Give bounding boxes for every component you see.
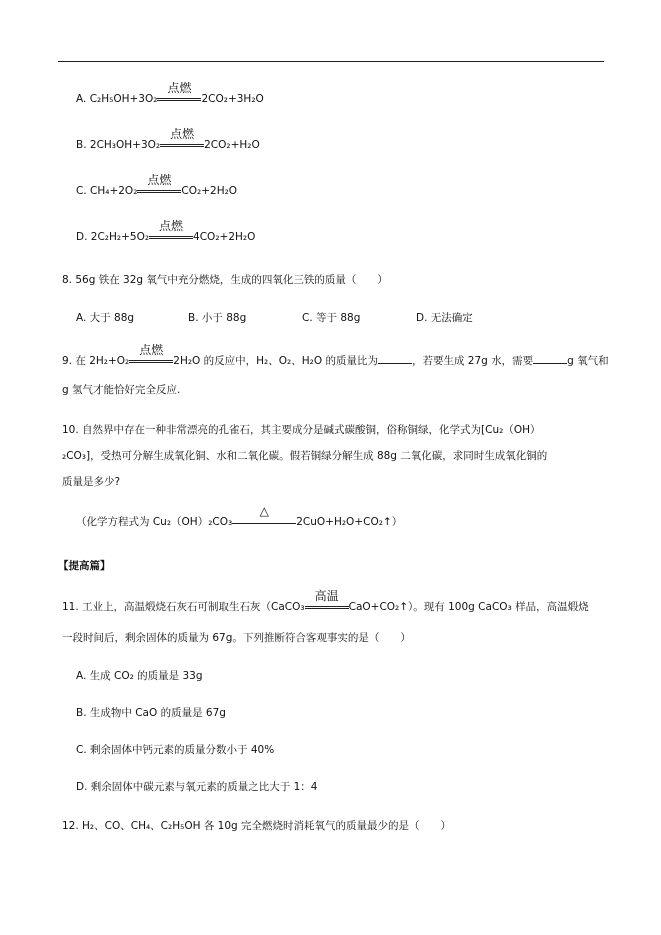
condition-text: △ (259, 504, 269, 518)
q10-line1: 10. 自然界中存在一种非常漂亮的孔雀石，其主要成分是碱式碳酸铜，俗称铜绿，化学式为[Cu₂（OH） (62, 424, 541, 436)
reaction-condition (160, 127, 204, 153)
q11-line2: 一段时间后，剩余固体的质量为 67g。下列推断符合客观事实的是（ ） (62, 632, 411, 644)
q10-line3: 质量是多少? (62, 476, 121, 488)
q11-text: CaO+CO₂↑）。现有 100g CaCO₃ 样品，高温煅烧 (348, 601, 589, 613)
condition-text: 点燃 (139, 343, 164, 357)
equation-right: 2CO₂+3H₂O (201, 93, 264, 105)
q12-question: 12. H₂、CO、CH₄、C₂H₅OH 各 10g 完全燃烧时消耗氧气的质量最少的是（ ） (62, 820, 452, 832)
equation-left: 2CH₃OH+3O₂ (89, 139, 161, 151)
reaction-condition (157, 81, 201, 107)
equation-left: C₂H₅OH+3O₂ (89, 93, 158, 105)
q11-line1 (62, 589, 589, 615)
equation-right: 2CuO+H₂O+CO₂↑） (296, 516, 403, 528)
q10-line2: ₂CO₃]，受热可分解生成氧化铜、水和二氧化碳。假若铜绿分解生成 88g 二氧化碳，求同时生成氧化铜的 (62, 450, 548, 462)
reaction-condition (305, 589, 349, 615)
q7-option-b (76, 127, 260, 153)
reaction-condition (129, 343, 173, 369)
q9-line2: g 氢气才能恰好完全反应. (62, 384, 181, 396)
condition-text: 点燃 (147, 173, 172, 187)
equation-right: CO₂+2H₂O (181, 185, 238, 197)
condition-text: 点燃 (167, 81, 192, 95)
q11-option-d: D. 剩余固体中碳元素与氧元素的质量之比大于 1：4 (76, 781, 318, 793)
q11-option-c: C. 剩余固体中钙元素的质量分数小于 40% (76, 744, 275, 756)
reaction-condition (137, 173, 181, 199)
q7-option-c (76, 173, 238, 199)
condition-text: 点燃 (170, 127, 195, 141)
q9-text: 9. 在 2H₂+O₂ (62, 355, 130, 367)
q9-text: 2H₂O 的反应中，H₂、O₂、H₂O 的质量比为 (173, 355, 378, 367)
q8-option-a: A. 大于 88g (76, 312, 135, 324)
equation-left: 2C₂H₂+5O₂ (90, 231, 150, 243)
option-label: D. (76, 231, 91, 243)
equation-left: CH₄+2O₂ (90, 185, 138, 197)
reaction-condition (232, 504, 296, 530)
answer-blank[interactable] (378, 351, 412, 364)
equation-right: 4CO₂+2H₂O (193, 231, 256, 243)
option-label: C. (76, 185, 91, 197)
q10-equation (76, 504, 403, 530)
option-label: B. (76, 139, 90, 151)
q9-text: g 氧气和 (567, 355, 609, 367)
reaction-condition (149, 219, 193, 245)
q8-option-b: B. 小于 88g (188, 312, 247, 324)
q11-option-b: B. 生成物中 CaO 的质量是 67g (76, 707, 226, 719)
q7-option-d (76, 219, 256, 245)
q11-text: 11. 工业上，高温煅烧石灰石可制取生石灰（CaCO₃ (62, 601, 305, 613)
header-rule (58, 61, 604, 62)
answer-blank[interactable] (533, 351, 567, 364)
q9-question (62, 343, 609, 369)
q8-option-c: C. 等于 88g (302, 312, 361, 324)
section-title: 【提高篇】 (58, 560, 111, 572)
option-label: A. (76, 93, 90, 105)
q9-text: ，若要生成 27g 水，需要 (411, 355, 534, 367)
equation-right: 2CO₂+H₂O (204, 139, 260, 151)
condition-text: 点燃 (159, 219, 184, 233)
q11-option-a: A. 生成 CO₂ 的质量是 33g (76, 670, 203, 682)
q7-option-a (76, 81, 264, 107)
condition-text: 高温 (314, 589, 339, 603)
equation-left: （化学方程式为 Cu₂（OH）₂CO₃ (76, 516, 233, 528)
q8-option-d: D. 无法确定 (416, 312, 473, 324)
q8-question: 8. 56g 铁在 32g 氧气中充分燃烧，生成的四氧化三铁的质量（ ） (62, 274, 388, 286)
